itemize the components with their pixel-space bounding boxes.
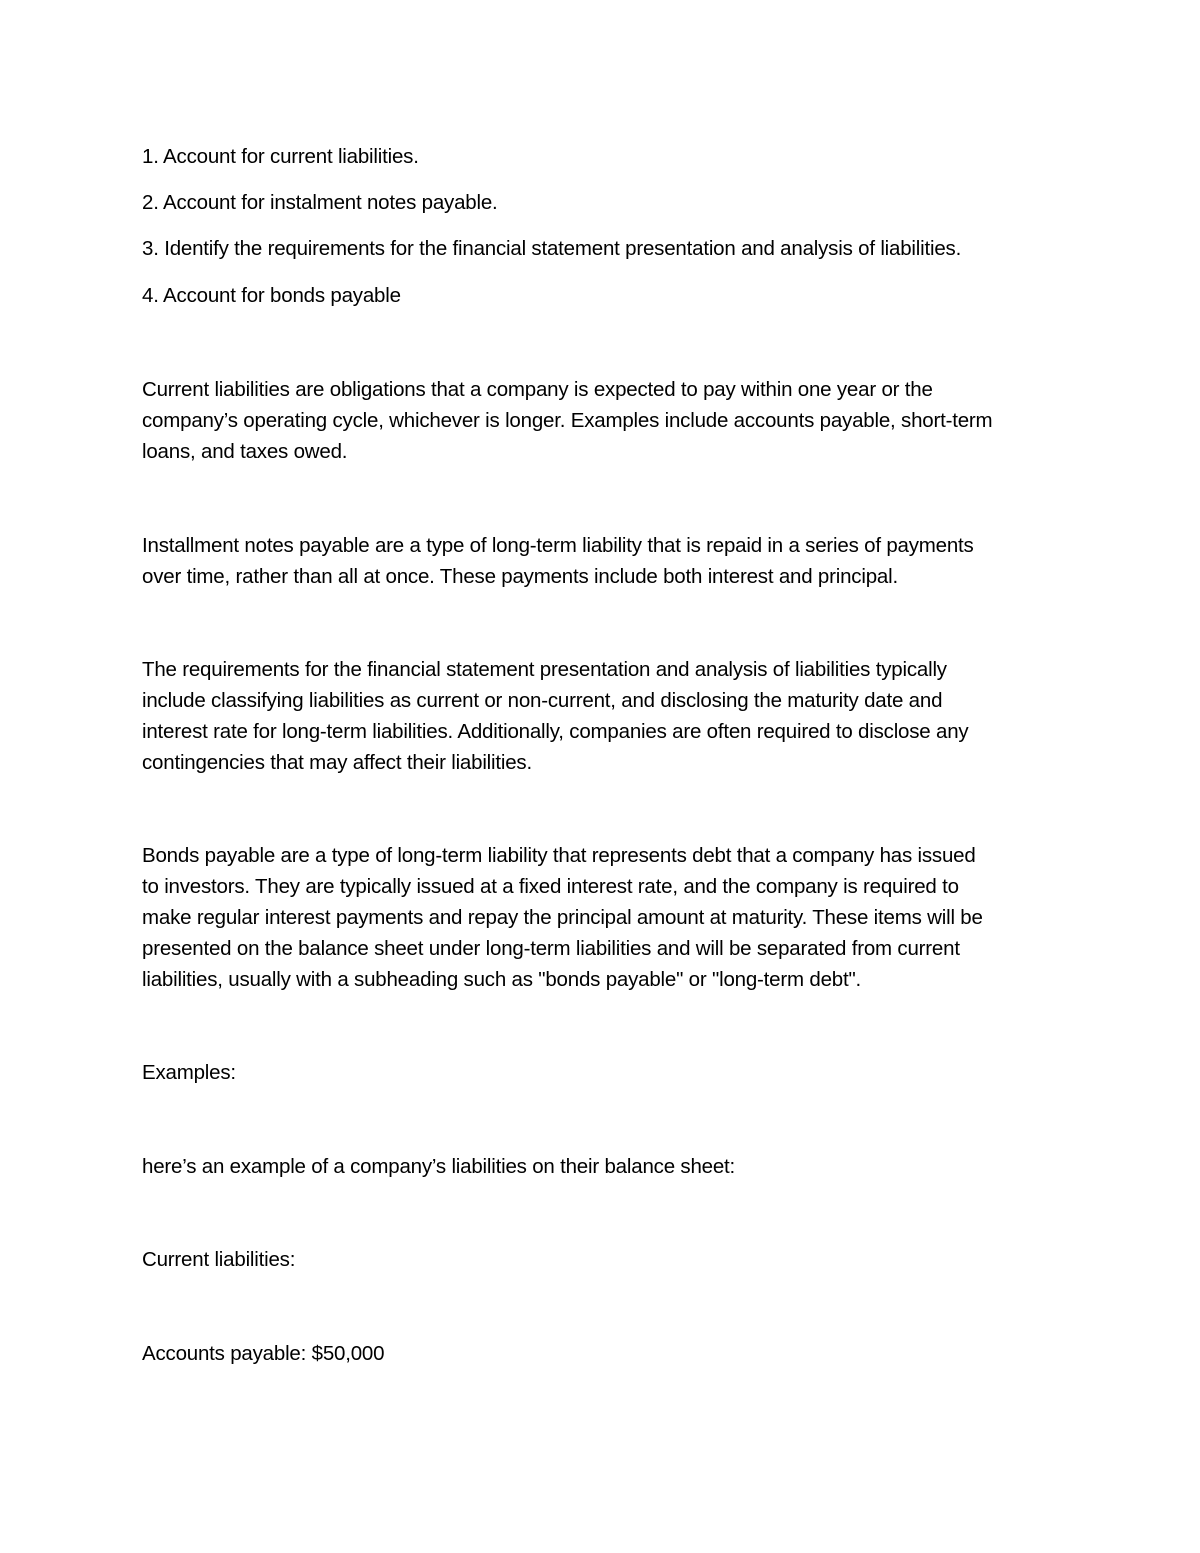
paragraph-line: The requirements for the financial statement presentation and analysis of liabilities typically — [142, 658, 947, 681]
objective-2: 2. Account for instalment notes payable. — [142, 191, 498, 214]
paragraph-installment-notes — [142, 530, 1072, 592]
paragraph-current-liabilities — [142, 374, 1072, 467]
paragraph-line: make regular interest payments and repay the principal amount at maturity. These items will be — [142, 906, 983, 929]
paragraph-line: Installment notes payable are a type of long-term liability that is repaid in a series of payments — [142, 534, 974, 557]
objective-1: 1. Account for current liabilities. — [142, 145, 419, 168]
accounts-payable-line: Accounts payable: $50,000 — [142, 1342, 385, 1365]
example-intro: here’s an example of a company’s liabilities on their balance sheet: — [142, 1155, 736, 1178]
paragraph-line: to investors. They are typically issued at a fixed interest rate, and the company is required to — [142, 875, 959, 898]
paragraph-bonds-payable — [142, 840, 1072, 995]
current-liabilities-heading: Current liabilities: — [142, 1248, 296, 1271]
paragraph-line: company’s operating cycle, whichever is longer. Examples include accounts payable, short-term — [142, 409, 993, 432]
paragraph-line: liabilities, usually with a subheading such as "bonds payable" or "long-term debt". — [142, 968, 862, 991]
paragraph-requirements — [142, 654, 1072, 778]
paragraph-line: include classifying liabilities as current or non-current, and disclosing the maturity date and — [142, 689, 943, 712]
objective-4: 4. Account for bonds payable — [142, 284, 401, 307]
paragraph-line: over time, rather than all at once. These payments include both interest and principal. — [142, 565, 898, 588]
paragraph-line: Bonds payable are a type of long-term liability that represents debt that a company has issued — [142, 844, 976, 867]
paragraph-line: loans, and taxes owed. — [142, 440, 348, 463]
paragraph-line: Current liabilities are obligations that a company is expected to pay within one year or the — [142, 378, 933, 401]
objective-3: 3. Identify the requirements for the financial statement presentation and analysis of liabilities. — [142, 237, 962, 260]
examples-heading: Examples: — [142, 1061, 236, 1084]
paragraph-line: presented on the balance sheet under long-term liabilities and will be separated from current — [142, 937, 960, 960]
paragraph-line: interest rate for long-term liabilities. Additionally, companies are often required to disclose any — [142, 720, 969, 743]
paragraph-line: contingencies that may affect their liabilities. — [142, 751, 532, 774]
